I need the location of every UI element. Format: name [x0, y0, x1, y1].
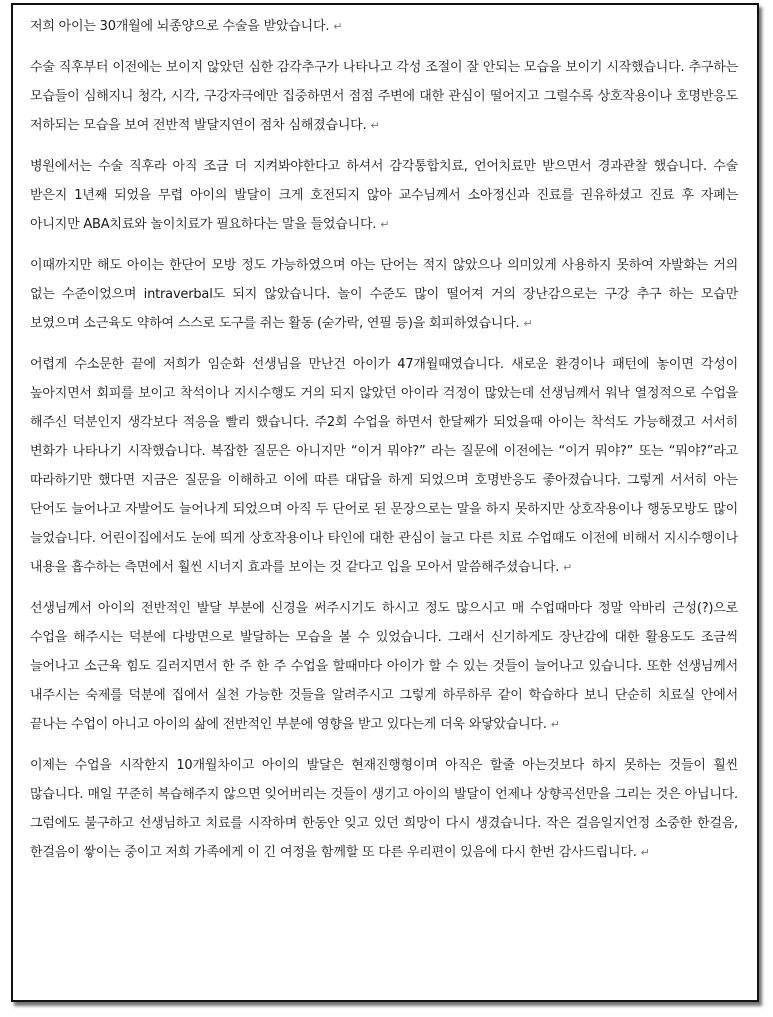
paragraph-3	[30, 152, 738, 239]
paragraph-mark-icon: ↵	[333, 20, 343, 33]
paragraph-mark-icon: ↵	[380, 218, 390, 231]
document-page	[11, 3, 759, 1002]
paragraph-6	[30, 594, 738, 739]
paragraph-4	[30, 251, 738, 338]
paragraph-7	[30, 751, 738, 867]
paragraph-1	[30, 12, 738, 41]
paragraph-2	[30, 53, 738, 140]
paragraph-7-text: 이제는 수업을 시작한지 10개월차이고 아이의 발달은 현재진행형이며 아직은 할줄 아는것보다 하지 못하는 것들이 훨씬 많습니다. 매일 꾸준히 복습해주지 않으면 잊어버리는 것들이 생기고 아이의 발달이 언제나 상향곡선만을 그리는 것은 아닙니다. 그럼에도 불구하고 선생님하고 치료를 시작하며 한동안 잊고 있던 희망이 다시 생겼습니다. 작은 걸음일지언정 소중한 한걸음, 한걸음이 쌓이는 중이고 저희 가족에게 이 긴 여정을 함께할 또 다른 우리편이 있음에 다시 한번 감사드립니다.	[30, 758, 738, 860]
paragraph-mark-icon: ↵	[550, 718, 560, 731]
paragraph-2-text: 수술 직후부터 이전에는 보이지 않았던 심한 감각추구가 나타나고 각성 조절이 잘 안되는 모습을 보이기 시작했습니다. 추구하는 모습들이 심해지니 청각, 시각, 구강자극에만 집중하면서 점점 주변에 대한 관심이 떨어지고 그럴수록 상호작용이나 호명반응도 저하되는 모습을 보여 전반적 발달지연이 점차 심해졌습니다.	[30, 60, 738, 133]
paragraph-mark-icon: ↵	[563, 561, 573, 574]
paragraph-mark-icon: ↵	[640, 846, 650, 859]
paragraph-5	[30, 350, 738, 582]
paragraph-1-text: 저희 아이는 30개월에 뇌종양으로 수술을 받았습니다.	[30, 19, 330, 34]
paragraph-3-text: 병원에서는 수술 직후라 아직 조금 더 지켜봐야한다고 하셔서 감각통합치료, 언어치료만 받으면서 경과관찰 했습니다. 수술 받은지 1년째 되었을 무렵 아이의 발달이 크게 호전되지 않아 교수님께서 소아정신과 진료를 권유하셨고 진료 후 자폐는 아니지만 ABA치료와 놀이치료가 필요하다는 말을 들었습니다.	[30, 159, 738, 232]
paragraph-6-text: 선생님께서 아이의 전반적인 발달 부분에 신경을 써주시기도 하시고 정도 많으시고 매 수업때마다 정말 악바리 근성(?)으로 수업을 해주시는 덕분에 다방면으로 발달하는 모습을 볼 수 있었습니다. 그래서 신기하게도 장난감에 대한 활용도도 조금씩 늘어나고 소근육 힘도 길러지면서 한 주 한 주 수업을 할때마다 아이가 할 수 있는 것들이 늘어나고 있습니다. 또한 선생님께서 내주시는 숙제를 덕분에 집에서 실천 가능한 것들을 알려주시고 그렇게 하루하루 같이 학습하다 보니 단순히 치료실 안에서 끝나는 수업이 아니고 아이의 삶에 전반적인 부분에 영향을 받고 있다는게 더욱 와닿았습니다.	[30, 601, 738, 732]
document-body	[30, 12, 738, 879]
paragraph-4-text: 이때까지만 해도 아이는 한단어 모방 정도 가능하였으며 아는 단어는 적지 않았으나 의미있게 사용하지 못하여 자발화는 거의 없는 수준이었으며 intraverbal도 되지 않았습니다. 놀이 수준도 많이 떨어져 거의 장난감으로는 구강 추구 하는 모습만 보였으며 소근육도 약하여 스스로 도구를 쥐는 활동 (숟가락, 연필 등)을 회피하였습니다.	[30, 258, 738, 331]
paragraph-5-text: 어렵게 수소문한 끝에 저희가 임순화 선생님을 만난건 아이가 47개월때였습니다. 새로운 환경이나 패턴에 놓이면 각성이 높아지면서 회피를 보이고 착석이나 지시수행도 거의 되지 않았던 아이라 걱정이 많았는데 선생님께서 워낙 열정적으로 수업을 해주신 덕분인지 생각보다 적응을 빨리 했습니다. 주2회 수업을 하면서 한달째가 되었을때 아이는 착석도 가능해졌고 서서히 변화가 나타나기 시작했습니다. 복잡한 질문은 아니지만 “이거 뭐야?” 라는 질문에 이전에는 “이거 뭐야?” 또는 “뭐야?”라고 따라하기만 했다면 지금은 질문을 이해하고 이에 따른 대답을 하게 되었으며 호명반응도 좋아졌습니다. 그렇게 서서히 아는 단어도 늘어나고 자발어도 늘어나게 되었으며 아직 두 단어로 된 문장으로는 말을 하지 못하지만 상호작용이나 행동모방도 많이 늘었습니다. 어린이집에서도 눈에 띄게 상호작용이나 타인에 대한 관심이 늘고 다른 치료 수업때도 이전에 비해서 지시수행이나 내용을 흡수하는 측면에서 훨씬 시너지 효과를 보이는 것 같다고 입을 모아서 말씀해주셨습니다.	[30, 357, 738, 575]
paragraph-mark-icon: ↵	[523, 317, 533, 330]
paragraph-mark-icon: ↵	[370, 119, 380, 132]
